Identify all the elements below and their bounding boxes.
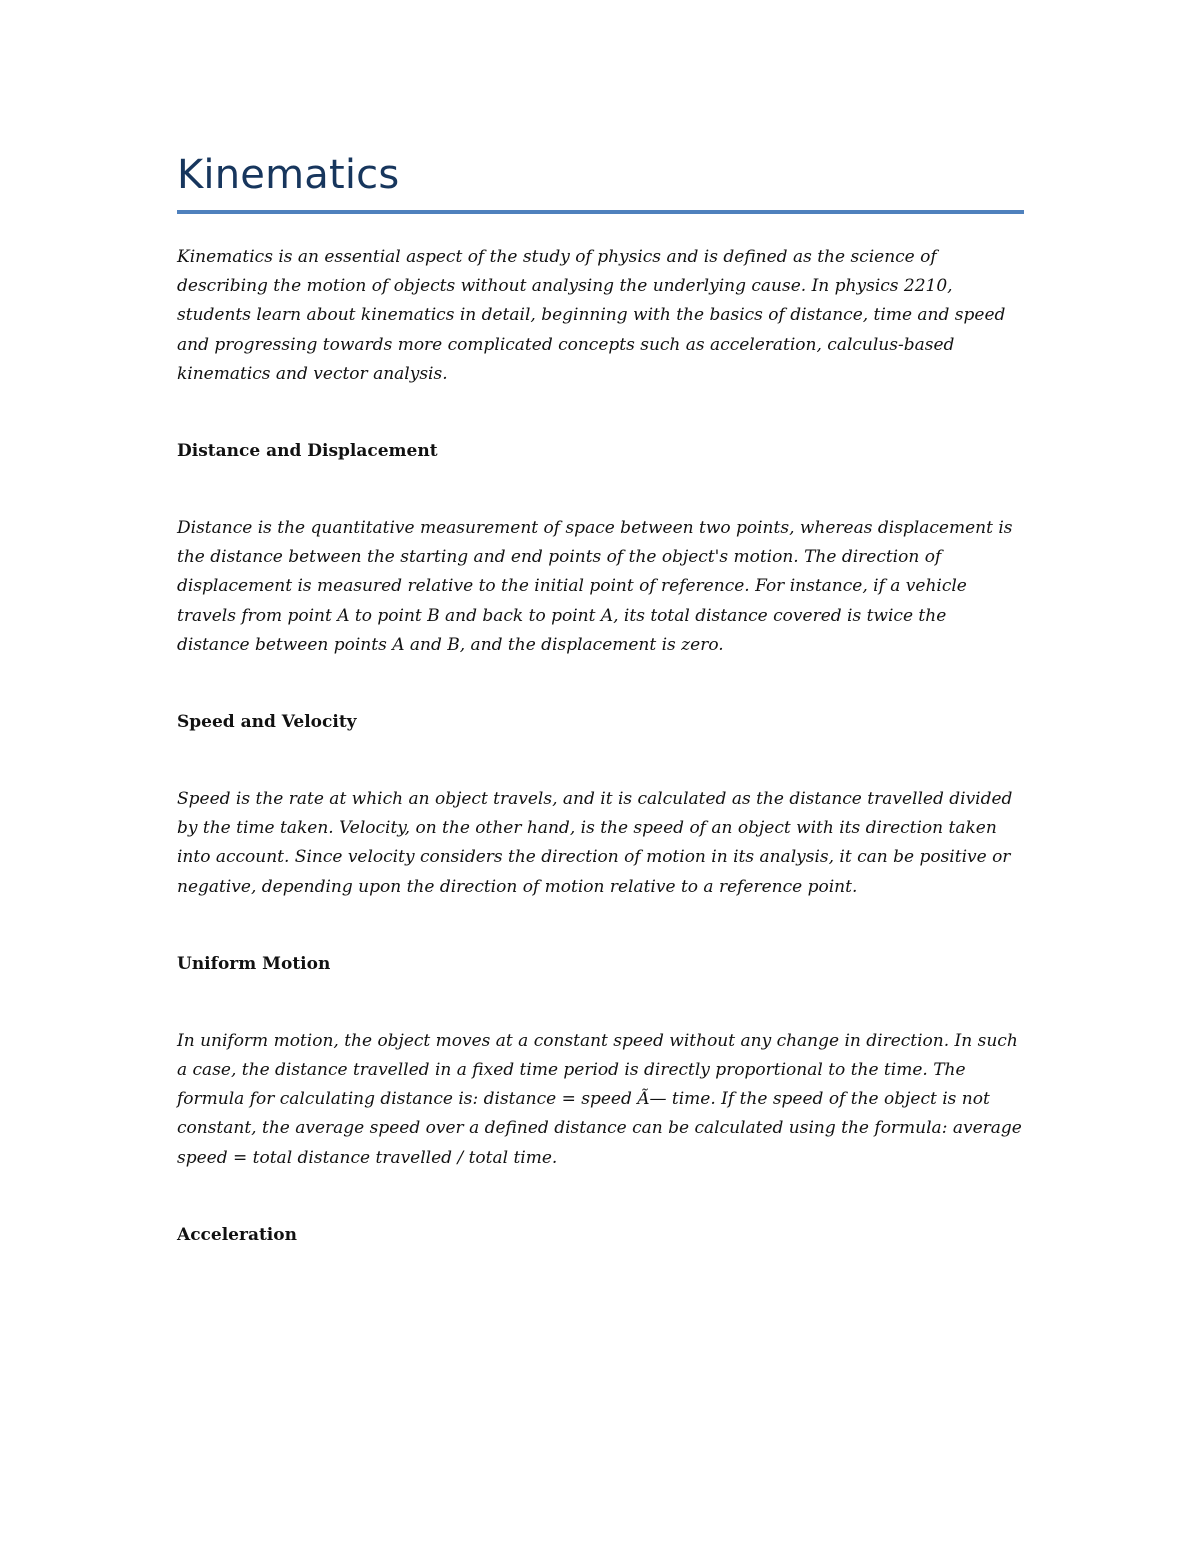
section-heading-acceleration: Acceleration xyxy=(177,1224,297,1245)
title-underline-divider xyxy=(177,210,1024,214)
section-heading-distance-displacement: Distance and Displacement xyxy=(177,441,438,462)
document-body xyxy=(177,148,1024,1250)
intro-paragraph: Kinematics is an essential aspect of the study of physics and is defined as the science of describing the motion of objects without analysing the underlying cause. In physics 2210, students learn about kinematics in detail, beginning with the basics of distance, time and speed and progressing towards more complicated concepts such as acceleration, calculus-based kinematics and vector analysis. xyxy=(177,247,1006,384)
section-heading-speed-velocity: Speed and Velocity xyxy=(177,712,357,733)
section-body-speed-velocity: Speed is the rate at which an object travels, and it is calculated as the distance travelled divided by the time taken. Velocity, on the other hand, is the speed of an object with its direction taken into account. Since velocity considers the direction of motion in its analysis, it can be positive or negative, depending upon the direction of motion relative to a reference point. xyxy=(177,789,1013,897)
section-body-uniform-motion: In uniform motion, the object moves at a constant speed without any change in direction. In such a case, the distance travelled in a fixed time period is directly proportional to the time. The formula for calculating distance is: distance = speed Ã— time. If the speed of the object is not constant, the average speed over a defined distance can be calculated using the formula: average speed = total distance travelled / total time. xyxy=(177,1030,1022,1168)
section-heading-uniform-motion: Uniform Motion xyxy=(177,953,331,974)
page-title: Kinematics xyxy=(177,152,400,198)
section-body-distance-displacement: Distance is the quantitative measurement of space between two points, whereas displacement is the distance between the starting and end points of the object's motion. The direction of displacement is measured relative to the initial point of reference. For instance, if a vehicle travels from point A to point B and back to point A, its total distance covered is twice the distance between points A and B, and the displacement is zero. xyxy=(177,518,1013,655)
